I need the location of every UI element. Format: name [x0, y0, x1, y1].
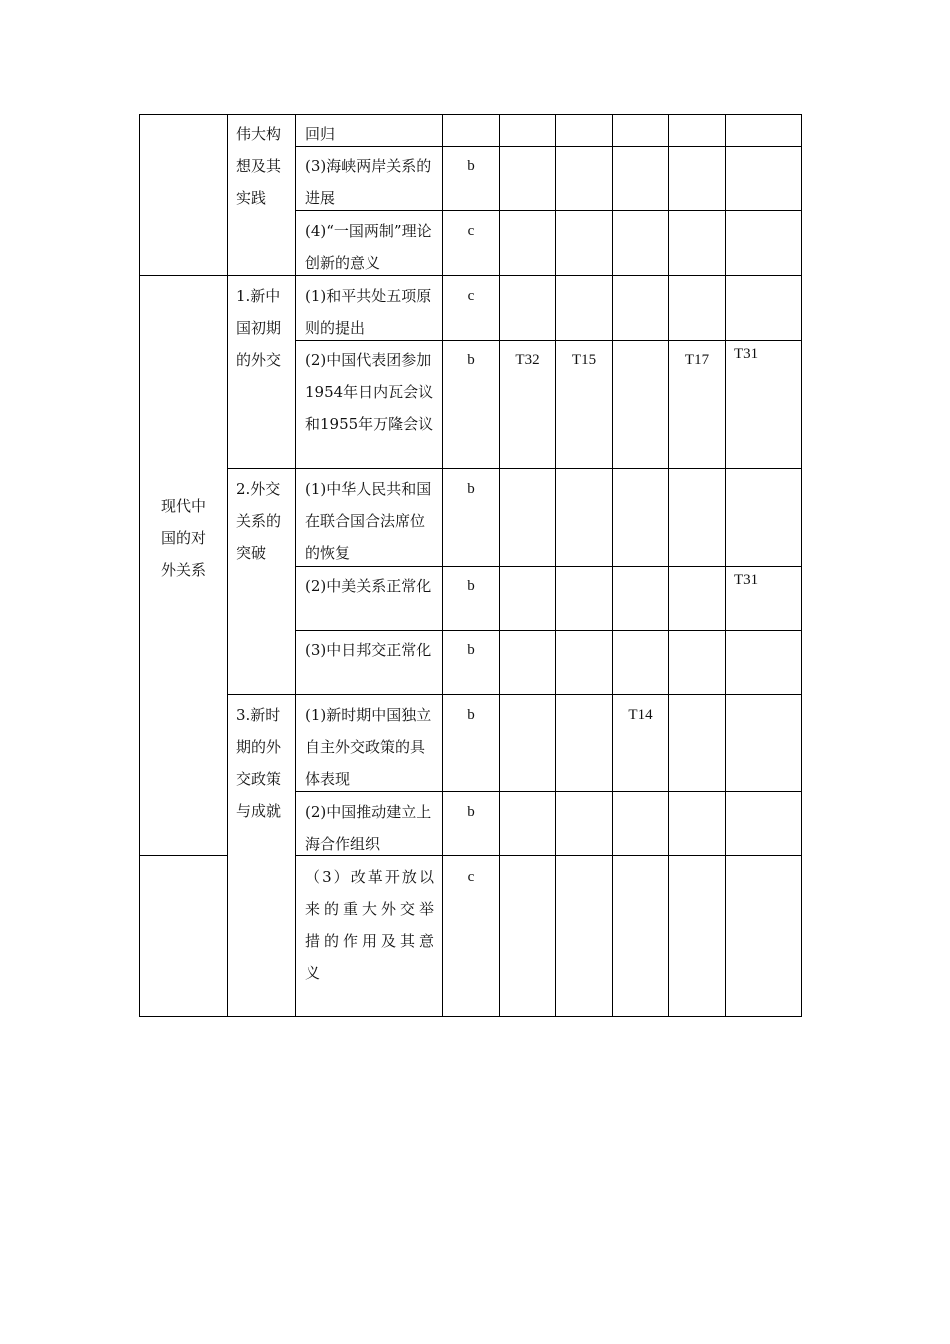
exam-ref: T31 — [734, 346, 759, 362]
exam-cell — [726, 336, 801, 366]
level-cell — [443, 471, 499, 501]
level-text: b — [467, 707, 475, 723]
exam-cell — [669, 342, 725, 372]
point-text: 回归 — [305, 125, 336, 143]
point-cell — [296, 794, 442, 855]
point-text: (4)“一国两制”理论创新的意义 — [305, 222, 432, 272]
point-cell — [296, 213, 442, 275]
point-text: (3)中日邦交正常化 — [305, 641, 432, 659]
exam-ref: T32 — [515, 352, 540, 368]
topic-cell — [228, 116, 295, 236]
level-text: c — [467, 288, 475, 304]
exam-ref: T15 — [571, 352, 597, 368]
point-cell — [296, 471, 442, 566]
point-cell — [296, 116, 442, 146]
point-text: (1)中华人民共和国在联合国合法席位的恢复 — [305, 480, 432, 562]
level-cell — [443, 213, 499, 243]
point-cell — [296, 148, 442, 210]
point-text: (3)海峡两岸关系的进展 — [305, 157, 432, 207]
level-text: b — [467, 578, 475, 594]
point-cell — [296, 278, 442, 340]
row-divider — [295, 791, 802, 792]
level-cell — [443, 697, 499, 727]
point-text: (1)和平共处五项原则的提出 — [305, 287, 432, 337]
exam-ref: T31 — [734, 572, 759, 588]
level-text: b — [467, 158, 475, 174]
exam-cell — [500, 342, 555, 372]
row-divider — [227, 694, 802, 695]
level-text: b — [467, 481, 475, 497]
exam-ref: T17 — [684, 352, 710, 368]
topic-text: 伟大构想及其实践 — [236, 125, 282, 207]
table-border-top — [139, 114, 802, 115]
theme-text: 现代中国的对外关系 — [160, 497, 206, 579]
level-text: c — [467, 869, 475, 885]
point-cell — [296, 859, 442, 1016]
exam-ref: T14 — [628, 707, 653, 723]
level-cell — [443, 568, 499, 598]
level-text: b — [467, 804, 475, 820]
level-cell — [443, 342, 499, 372]
exam-cell — [556, 342, 612, 372]
exam-cell — [613, 697, 668, 727]
topic-text: 2.外交关系的突破 — [236, 480, 282, 562]
point-text: (2)中国代表团参加1954年日内瓦会议和1955年万隆会议 — [305, 351, 434, 433]
topic-cell — [228, 471, 295, 581]
row-divider — [227, 468, 802, 469]
level-text: b — [467, 352, 475, 368]
point-cell — [296, 342, 442, 468]
row-divider — [295, 210, 802, 211]
topic-cell — [228, 697, 295, 837]
topic-text: 1.新中国初期的外交 — [236, 287, 282, 369]
row-divider — [295, 146, 802, 147]
point-text: （3）改革开放以来的重大外交举措的作用及其意义 — [305, 868, 436, 982]
exam-cell — [726, 562, 801, 592]
point-text: (1)新时期中国独立自主外交政策的具体表现 — [305, 706, 432, 788]
table-border-bottom — [139, 1016, 802, 1017]
level-cell — [443, 148, 499, 178]
topic-text: 3.新时期的外交政策与成就 — [236, 706, 282, 820]
level-cell — [443, 794, 499, 824]
row-divider — [139, 275, 802, 276]
level-text: c — [467, 223, 475, 239]
level-cell — [443, 859, 499, 889]
row-divider — [139, 855, 228, 856]
point-text: (2)中国推动建立上海合作组织 — [305, 803, 432, 853]
point-text: (2)中美关系正常化 — [305, 577, 432, 595]
topic-cell — [228, 278, 295, 388]
point-cell — [296, 632, 442, 694]
row-divider — [295, 630, 802, 631]
level-cell — [443, 632, 499, 662]
level-cell — [443, 278, 499, 308]
level-text: b — [467, 642, 475, 658]
point-cell — [296, 697, 442, 791]
point-cell — [296, 568, 442, 630]
theme-cell — [140, 490, 227, 600]
